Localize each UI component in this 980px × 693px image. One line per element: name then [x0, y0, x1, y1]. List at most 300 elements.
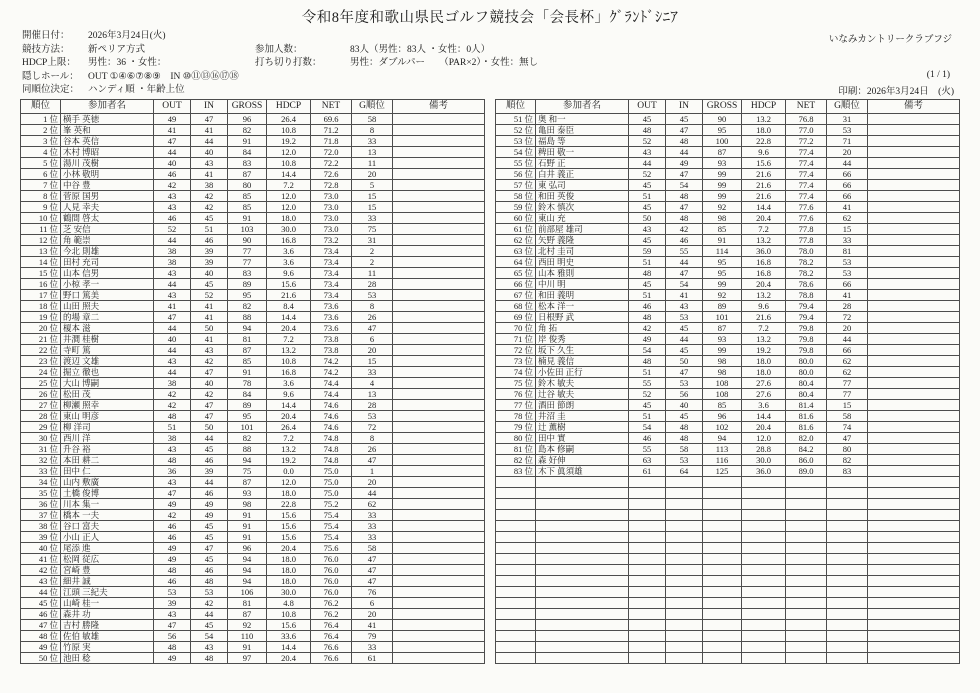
name-cell: 中谷 豊 [61, 180, 154, 191]
in-cell: 44 [666, 147, 703, 158]
note-cell [868, 213, 960, 224]
in-cell: 48 [191, 653, 228, 664]
hdcp-cell: 9.6 [742, 301, 786, 312]
net-cell [786, 565, 827, 576]
hdcp-cell: 30.0 [742, 455, 786, 466]
note-cell [393, 631, 485, 642]
grank-cell: 28 [827, 301, 868, 312]
net-cell: 73.0 [311, 191, 352, 202]
note-cell [868, 334, 960, 345]
grank-cell: 62 [827, 356, 868, 367]
note-cell [868, 532, 960, 543]
grank-cell: 33 [827, 235, 868, 246]
in-cell: 43 [191, 642, 228, 653]
in-cell: 54 [666, 279, 703, 290]
gross-cell [703, 477, 742, 488]
grank-cell [827, 653, 868, 664]
hdcp-cell: 21.6 [742, 312, 786, 323]
rank-cell: 15 位 [21, 268, 61, 279]
result-row [496, 136, 960, 147]
net-cell: 75.0 [311, 488, 352, 499]
hdcp-cell: 18.0 [742, 356, 786, 367]
out-cell: 52 [629, 136, 666, 147]
gross-cell: 95 [228, 411, 267, 422]
grank-cell [827, 554, 868, 565]
rank-cell: 17 位 [21, 290, 61, 301]
net-cell: 89.0 [786, 466, 827, 477]
rank-cell: 41 位 [21, 554, 61, 565]
out-cell: 54 [629, 422, 666, 433]
net-cell: 79.8 [786, 334, 827, 345]
gross-cell: 93 [703, 334, 742, 345]
result-row [21, 532, 485, 543]
grank-cell: 44 [827, 334, 868, 345]
in-cell: 45 [666, 323, 703, 334]
out-cell: 41 [154, 125, 191, 136]
result-row [21, 180, 485, 191]
note-cell [393, 136, 485, 147]
rank-cell: 49 位 [21, 642, 61, 653]
hdcp-cell [742, 488, 786, 499]
grank-cell: 47 [352, 565, 393, 576]
result-row [21, 125, 485, 136]
rank-cell: 4 位 [21, 147, 61, 158]
net-cell: 74.2 [311, 367, 352, 378]
gross-cell: 114 [703, 246, 742, 257]
grank-cell: 77 [827, 378, 868, 389]
note-cell [868, 488, 960, 499]
out-cell: 44 [629, 158, 666, 169]
name-cell: 東山 明彦 [61, 411, 154, 422]
name-cell: 柳 洋司 [61, 422, 154, 433]
result-row [21, 521, 485, 532]
info-line-method [0, 41, 980, 55]
in-cell: 47 [666, 268, 703, 279]
in-cell: 46 [191, 488, 228, 499]
column-header: NET [786, 100, 827, 114]
note-cell [393, 158, 485, 169]
result-row [496, 158, 960, 169]
note-cell [868, 257, 960, 268]
in-cell: 39 [191, 466, 228, 477]
in-cell: 41 [666, 290, 703, 301]
out-cell: 44 [154, 147, 191, 158]
out-cell: 43 [154, 356, 191, 367]
note-cell [868, 598, 960, 609]
hdcp-cell [742, 499, 786, 510]
result-row [496, 356, 960, 367]
note-cell [393, 488, 485, 499]
rank-cell: 28 位 [21, 411, 61, 422]
gross-cell [703, 576, 742, 587]
result-row [496, 257, 960, 268]
column-header: OUT [629, 100, 666, 114]
net-cell: 76.0 [311, 576, 352, 587]
note-cell [868, 158, 960, 169]
rank-cell: 58 位 [496, 191, 536, 202]
in-cell: 40 [191, 147, 228, 158]
note-cell [393, 598, 485, 609]
name-cell: 谷口 富夫 [61, 521, 154, 532]
result-row [21, 400, 485, 411]
out-cell: 48 [154, 411, 191, 422]
note-cell [393, 312, 485, 323]
gross-cell: 95 [228, 290, 267, 301]
note-cell [393, 279, 485, 290]
gross-cell: 89 [703, 301, 742, 312]
note-cell [393, 169, 485, 180]
hdcp-cell: 13.2 [742, 290, 786, 301]
grank-cell: 53 [827, 257, 868, 268]
hdcp-cell: 18.0 [267, 565, 311, 576]
hdcp-cell: 0.0 [267, 466, 311, 477]
grank-cell: 53 [352, 411, 393, 422]
net-cell: 73.6 [311, 301, 352, 312]
net-cell: 77.4 [786, 180, 827, 191]
result-row [496, 367, 960, 378]
grank-cell [827, 620, 868, 631]
hdcp-cell: 10.8 [267, 158, 311, 169]
grank-cell: 62 [827, 367, 868, 378]
name-cell: 川本 集一 [61, 499, 154, 510]
grank-cell [827, 543, 868, 554]
results-tables [20, 99, 960, 664]
name-cell: 鶴間 啓太 [61, 213, 154, 224]
out-cell: 43 [154, 477, 191, 488]
result-row [496, 334, 960, 345]
net-cell [786, 598, 827, 609]
name-cell: 湯川 茂樹 [61, 158, 154, 169]
grank-cell: 47 [352, 576, 393, 587]
in-cell: 45 [191, 521, 228, 532]
result-row [496, 290, 960, 301]
in-cell: 48 [666, 213, 703, 224]
hdcp-cell: 14.4 [267, 642, 311, 653]
hdcp-cell: 16.8 [742, 257, 786, 268]
gross-cell: 81 [228, 598, 267, 609]
hdcp-cell [742, 598, 786, 609]
net-cell: 77.4 [786, 147, 827, 158]
out-cell: 46 [154, 169, 191, 180]
note-cell [868, 169, 960, 180]
column-header: IN [666, 100, 703, 114]
out-cell: 41 [154, 301, 191, 312]
rank-cell [496, 598, 536, 609]
empty-row [496, 488, 960, 499]
out-cell: 40 [154, 334, 191, 345]
hdcp-cell: 20.4 [742, 213, 786, 224]
in-cell: 48 [191, 576, 228, 587]
gross-cell: 94 [228, 455, 267, 466]
name-cell: 榎本 滋 [61, 323, 154, 334]
rank-cell: 76 位 [496, 389, 536, 400]
out-cell: 51 [629, 191, 666, 202]
header-info-block [0, 27, 980, 95]
info-label-2: 参加人数： [255, 44, 303, 55]
net-cell: 79.4 [786, 301, 827, 312]
rank-cell: 55 位 [496, 158, 536, 169]
out-cell: 49 [154, 543, 191, 554]
grank-cell: 47 [827, 433, 868, 444]
in-cell: 47 [191, 114, 228, 125]
hdcp-cell: 27.6 [742, 389, 786, 400]
name-cell: 東山 充 [536, 213, 629, 224]
out-cell: 47 [154, 620, 191, 631]
info-line-hdcp [0, 54, 980, 68]
grank-cell: 44 [352, 488, 393, 499]
note-cell [868, 224, 960, 235]
name-cell [536, 521, 629, 532]
gross-cell: 87 [703, 147, 742, 158]
out-cell: 43 [154, 290, 191, 301]
rank-cell [496, 499, 536, 510]
net-cell [786, 532, 827, 543]
rank-cell [496, 620, 536, 631]
hdcp-cell: 15.6 [267, 620, 311, 631]
grank-cell: 31 [352, 235, 393, 246]
net-cell: 76.0 [311, 565, 352, 576]
grank-cell: 79 [352, 631, 393, 642]
out-cell: 51 [629, 257, 666, 268]
empty-row [496, 609, 960, 620]
out-cell: 46 [629, 433, 666, 444]
hdcp-cell: 9.6 [267, 389, 311, 400]
hdcp-cell: 19.2 [742, 345, 786, 356]
name-cell: 小佐田 正行 [536, 367, 629, 378]
in-cell: 42 [191, 389, 228, 400]
rank-cell: 9 位 [21, 202, 61, 213]
rank-cell: 1 位 [21, 114, 61, 125]
note-cell [868, 268, 960, 279]
grank-cell: 62 [352, 499, 393, 510]
result-row [496, 422, 960, 433]
rank-cell: 62 位 [496, 235, 536, 246]
in-cell: 53 [666, 378, 703, 389]
hdcp-cell [742, 631, 786, 642]
hdcp-cell: 33.6 [267, 631, 311, 642]
gross-cell: 92 [703, 202, 742, 213]
out-cell: 49 [154, 114, 191, 125]
in-cell: 43 [666, 301, 703, 312]
hdcp-cell: 3.6 [742, 400, 786, 411]
rank-cell [496, 631, 536, 642]
rank-cell: 45 位 [21, 598, 61, 609]
rank-cell: 2 位 [21, 125, 61, 136]
grank-cell: 1 [352, 466, 393, 477]
column-header: HDCP [742, 100, 786, 114]
grank-cell: 20 [827, 147, 868, 158]
result-row [496, 202, 960, 213]
hdcp-cell: 30.0 [267, 224, 311, 235]
hdcp-cell: 12.0 [267, 202, 311, 213]
gross-cell: 94 [703, 433, 742, 444]
gross-cell: 93 [228, 488, 267, 499]
note-cell [393, 532, 485, 543]
grank-cell: 53 [827, 125, 868, 136]
in-cell: 45 [666, 345, 703, 356]
out-cell: 50 [629, 213, 666, 224]
name-cell: 鈴木 敏夫 [536, 378, 629, 389]
gross-cell: 92 [228, 620, 267, 631]
gross-cell [703, 554, 742, 565]
in-cell: 47 [191, 411, 228, 422]
gross-cell: 89 [228, 400, 267, 411]
in-cell: 40 [191, 268, 228, 279]
in-cell: 47 [191, 400, 228, 411]
note-cell [868, 499, 960, 510]
result-row [21, 114, 485, 125]
page-title: 令和8年度和歌山県民ゴルフ競技会「会長杯」ｸﾞﾗﾝﾄﾞｼﾆｱ [301, 10, 679, 26]
grank-cell: 66 [827, 345, 868, 356]
note-cell [868, 246, 960, 257]
result-row [21, 158, 485, 169]
hdcp-cell: 27.6 [742, 378, 786, 389]
name-cell: 小椋 孝一 [61, 279, 154, 290]
grank-cell [827, 565, 868, 576]
hdcp-cell: 28.8 [742, 444, 786, 455]
in-cell: 48 [666, 191, 703, 202]
in-cell: 46 [191, 565, 228, 576]
note-cell [868, 378, 960, 389]
result-row [496, 279, 960, 290]
name-cell: 尾添 進 [61, 543, 154, 554]
name-cell: 江頭 三紀夫 [61, 587, 154, 598]
note-cell [393, 257, 485, 268]
net-cell: 74.4 [311, 378, 352, 389]
result-row [21, 576, 485, 587]
name-cell [536, 565, 629, 576]
net-cell: 82.0 [786, 433, 827, 444]
in-cell: 49 [191, 499, 228, 510]
gross-cell: 95 [703, 268, 742, 279]
note-cell [393, 587, 485, 598]
in-cell: 45 [191, 444, 228, 455]
note-cell [393, 268, 485, 279]
in-cell [666, 532, 703, 543]
note-cell [868, 323, 960, 334]
hdcp-cell [742, 532, 786, 543]
net-cell: 73.2 [311, 235, 352, 246]
name-cell: 岸 俊秀 [536, 334, 629, 345]
hdcp-cell [742, 642, 786, 653]
in-cell: 47 [666, 125, 703, 136]
net-cell: 77.6 [786, 202, 827, 213]
note-cell [393, 554, 485, 565]
net-cell: 75.2 [311, 499, 352, 510]
out-cell: 43 [154, 444, 191, 455]
name-cell: 吉村 勝隆 [61, 620, 154, 631]
empty-row [496, 642, 960, 653]
grank-cell [827, 510, 868, 521]
rank-cell [496, 488, 536, 499]
note-cell [393, 510, 485, 521]
net-cell: 75.0 [311, 477, 352, 488]
name-cell [536, 576, 629, 587]
gross-cell [703, 620, 742, 631]
gross-cell: 87 [228, 609, 267, 620]
hdcp-cell [742, 521, 786, 532]
hdcp-cell: 7.2 [267, 180, 311, 191]
column-header: GROSS [228, 100, 267, 114]
rank-cell: 34 位 [21, 477, 61, 488]
hdcp-cell [742, 565, 786, 576]
grank-cell: 44 [827, 158, 868, 169]
grank-cell: 76 [352, 587, 393, 598]
name-cell: 前部屋 雄司 [536, 224, 629, 235]
hdcp-cell: 30.0 [267, 587, 311, 598]
grank-cell: 47 [352, 554, 393, 565]
out-cell: 55 [629, 378, 666, 389]
out-cell: 48 [154, 642, 191, 653]
net-cell [786, 609, 827, 620]
rank-cell: 78 位 [496, 411, 536, 422]
rank-cell [496, 587, 536, 598]
gross-cell: 99 [703, 191, 742, 202]
out-cell: 45 [629, 400, 666, 411]
rank-cell: 40 位 [21, 543, 61, 554]
info-value-2: 男性：ダブルパー （PAR×2）・女性：無し [350, 58, 539, 69]
in-cell: 48 [666, 136, 703, 147]
note-cell [393, 301, 485, 312]
out-cell: 44 [154, 279, 191, 290]
result-row [21, 587, 485, 598]
gross-cell: 106 [228, 587, 267, 598]
column-header: 備考 [868, 100, 960, 114]
net-cell [786, 554, 827, 565]
out-cell: 39 [154, 598, 191, 609]
out-cell [629, 576, 666, 587]
gross-cell [703, 598, 742, 609]
note-cell [393, 125, 485, 136]
gross-cell [703, 521, 742, 532]
grank-cell: 31 [827, 114, 868, 125]
in-cell: 44 [666, 257, 703, 268]
column-header: 順位 [21, 100, 61, 114]
name-cell: 升谷 裕 [61, 444, 154, 455]
name-cell: 渡辺 文雄 [61, 356, 154, 367]
info-label: 同順位決定： [22, 85, 80, 96]
gross-cell: 94 [228, 576, 267, 587]
hdcp-cell: 7.2 [267, 433, 311, 444]
hdcp-cell: 3.6 [267, 246, 311, 257]
hdcp-cell: 14.4 [742, 411, 786, 422]
in-cell [666, 521, 703, 532]
name-cell: 井沼 圭 [536, 411, 629, 422]
note-cell [868, 400, 960, 411]
net-cell: 69.6 [311, 114, 352, 125]
out-cell: 43 [154, 202, 191, 213]
note-cell [868, 565, 960, 576]
gross-cell: 89 [228, 279, 267, 290]
note-cell [868, 653, 960, 664]
rank-cell: 66 位 [496, 279, 536, 290]
name-cell: 大山 博嗣 [61, 378, 154, 389]
gross-cell: 96 [703, 411, 742, 422]
name-cell: 小山 正人 [61, 532, 154, 543]
rank-cell: 67 位 [496, 290, 536, 301]
grank-cell: 41 [827, 290, 868, 301]
rank-cell: 23 位 [21, 356, 61, 367]
rank-cell: 32 位 [21, 455, 61, 466]
name-cell [536, 499, 629, 510]
note-cell [868, 279, 960, 290]
gross-cell: 77 [228, 246, 267, 257]
gross-cell: 103 [228, 224, 267, 235]
net-cell: 73.4 [311, 268, 352, 279]
result-row [21, 554, 485, 565]
out-cell: 63 [629, 455, 666, 466]
info-value: 男性：36 ・女性： [88, 58, 167, 69]
